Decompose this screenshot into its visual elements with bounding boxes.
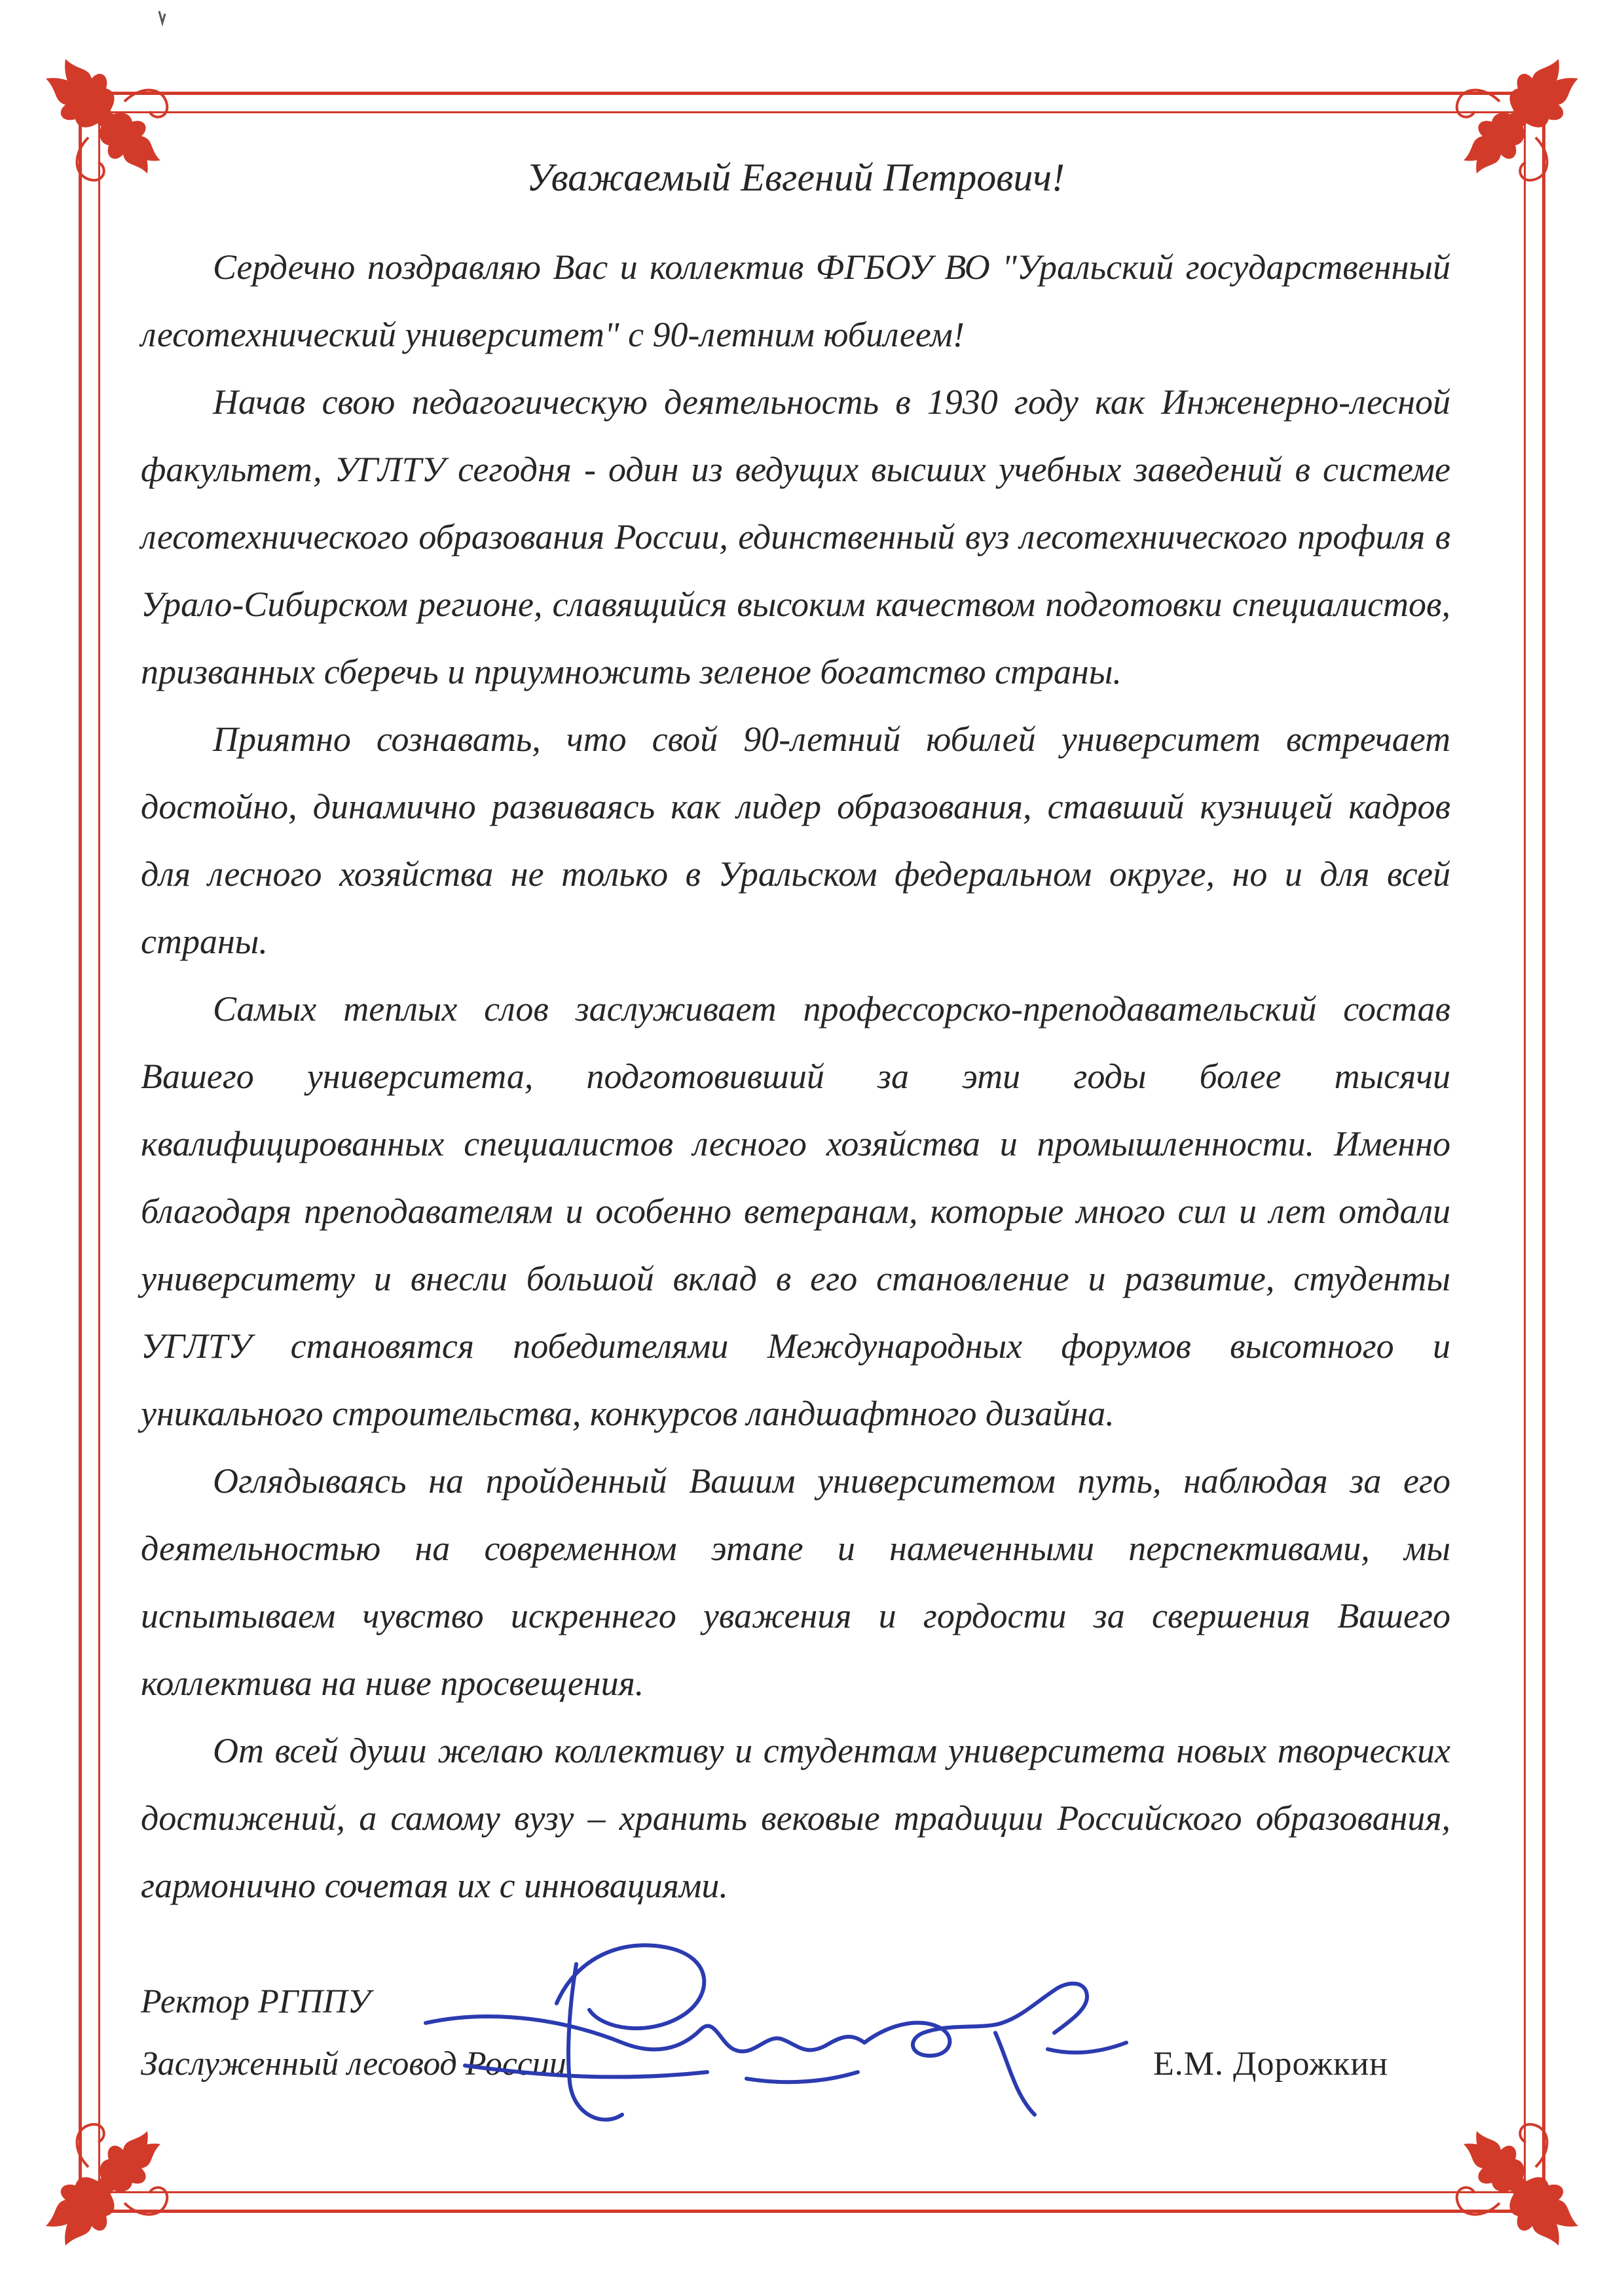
holly-corner-ornament-icon bbox=[1428, 39, 1598, 210]
letter-paragraph: Самых теплых слов заслуживает профессорско-преподавательский состав Вашего университета, подготовивший за эти годы более тысячи квалифицированных специалистов лесного хозяйства и промышленности. Именно благодаря преподавателям и особенно ветеранам, которые много сил и лет отдали университету и внесли большой вклад в его становление и развитие, студенты УГЛТУ становятся победителями Международных форумов высотного и уникального строительства, конкурсов ландшафтного дизайна. bbox=[141, 989, 1450, 1433]
letter-paragraph: Сердечно поздравляю Вас и коллектив ФГБОУ ВО "Уральский государственный лесотехнический университет" с 90-летним юбилеем! bbox=[141, 247, 1450, 354]
letter-paragraph: Начав свою педагогическую деятельность в 1930 году как Инженерно-лесной факультет, УГЛТУ сегодня - один из ведущих высших учебных заведений в системе лесотехнического образования России, единственный вуз лесотехнического профиля в Урало-Сибирском регионе, славящийся высоким качеством подготовки специалистов, призванных сберечь и приумножить зеленое богатство страны. bbox=[141, 382, 1450, 691]
signer-position: Ректор РГППУ bbox=[141, 1983, 371, 2020]
scan-speck bbox=[157, 10, 168, 27]
letter-paragraph: Приятно сознавать, что свой 90-летний юбилей университет встречает достойно, динамично развиваясь как лидер образования, ставший кузницей кадров для лесного хозяйства не только в Уральском федеральном округе, но и для всей страны. bbox=[141, 720, 1450, 961]
signer-name: Е.М. Дорожкин bbox=[1153, 2045, 1388, 2083]
letter-paragraph: Оглядываясь на пройденный Вашим университетом путь, наблюдая за его деятельностью на современном этапе и намеченными перспективами, мы испытываем чувство искреннего уважения и гордости за свершения Вашего коллектива на ниве просвещения. bbox=[141, 1461, 1450, 1703]
handwritten-signature bbox=[406, 1918, 1179, 2167]
holly-corner-ornament-icon bbox=[1428, 2095, 1598, 2265]
letter-paragraph: От всей души желаю коллективу и студентам университета новых творческих достижений, а самому вузу – хранить вековые традиции Российского образования, гармонично сочетая их с инновациями. bbox=[141, 1731, 1450, 1905]
letter-body bbox=[141, 154, 1450, 1920]
signer-title: Заслуженный лесовод России bbox=[141, 2045, 566, 2083]
salutation: Уважаемый Евгений Петрович! bbox=[526, 156, 1065, 199]
holly-corner-ornament-icon bbox=[26, 2095, 196, 2265]
